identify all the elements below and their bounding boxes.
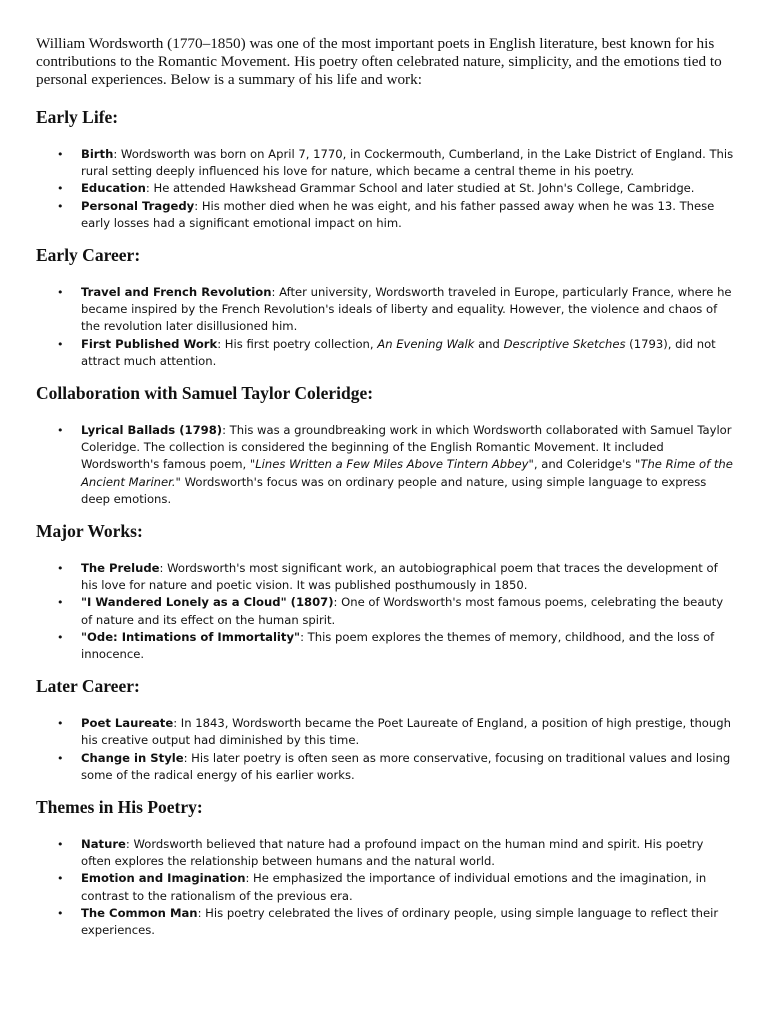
work-title: "Lines Written a Few Miles Above Tintern Abbey" xyxy=(249,457,534,472)
bullet-icon: • xyxy=(57,872,64,886)
list-item xyxy=(57,750,736,784)
item-text: : This was a groundbreaking work in which Wordsworth collaborated with Samuel Taylor Coleridge. The collection is considered the beginning of the English Romantic Movement. It included Wordsworth's famous poem, xyxy=(81,423,732,472)
list-early-life xyxy=(36,146,736,232)
bullet-icon: • xyxy=(57,596,64,610)
section-heading-major-works: Major Works: xyxy=(36,521,143,542)
item-text: : He emphasized the importance of individual emotions and the imagination, in contrast to the rationalism of the previous era. xyxy=(81,871,707,903)
list-collaboration xyxy=(36,422,736,508)
section-heading-collaboration: Collaboration with Samuel Taylor Coleridge: xyxy=(36,383,374,404)
list-item xyxy=(57,594,736,628)
bullet-icon: • xyxy=(57,148,64,161)
section-heading-early-career: Early Career: xyxy=(36,245,141,266)
list-item xyxy=(57,198,736,232)
work-title: An Evening Walk xyxy=(377,336,475,351)
item-text: : His later poetry is often seen as more conservative, focusing on traditional values and losing some of the radical energy of his earlier works. xyxy=(81,750,731,782)
item-text: : After university, Wordsworth traveled in Europe, particularly France, where he became inspired by the French Revolution's ideals of liberty and equality. However, the violence and chaos of the revolution later disillusioned him. xyxy=(81,285,732,334)
item-term: The Common Man xyxy=(81,905,198,920)
item-text: Wordsworth's focus was on ordinary people and nature, using simple language to express deep emotions. xyxy=(81,474,707,506)
list-item xyxy=(57,146,736,180)
list-item xyxy=(57,905,736,939)
intro-paragraph: William Wordsworth (1770–1850) was one of the most important poets in English literature, best known for his contributions to the Romantic Movement. His poetry often celebrated nature, simplicity, and the emotions tied to personal experiences. Below is a summary of his life and work: xyxy=(36,35,722,88)
item-term: "I Wandered Lonely as a Cloud" (1807) xyxy=(81,595,334,610)
bullet-icon: • xyxy=(57,562,64,576)
item-text: : In 1843, Wordsworth became the Poet Laureate of England, a position of high prestige, though his creative output had diminished by this time. xyxy=(81,716,731,748)
item-text: : His mother died when he was eight, and his father passed away when he was 13. These early losses had a significant emotional impact on him. xyxy=(81,198,715,230)
bullet-icon: • xyxy=(57,906,64,920)
bullet-icon: • xyxy=(57,751,64,765)
item-text: , and Coleridge's xyxy=(533,457,636,472)
list-early-career xyxy=(36,284,736,370)
list-item xyxy=(57,870,736,904)
list-item xyxy=(57,336,736,370)
item-term: Travel and French Revolution xyxy=(81,285,272,300)
bullet-icon: • xyxy=(57,337,64,351)
item-text: : His first poetry collection, xyxy=(217,336,378,351)
item-term: Emotion and Imagination xyxy=(81,871,246,886)
section-heading-later-career: Later Career: xyxy=(36,676,140,697)
list-item xyxy=(57,560,736,594)
item-term: Lyrical Ballads (1798) xyxy=(81,423,223,438)
bullet-icon: • xyxy=(57,182,64,196)
bullet-icon: • xyxy=(57,717,64,731)
item-term: Nature xyxy=(81,837,126,852)
list-item xyxy=(57,715,736,749)
item-text: : Wordsworth believed that nature had a profound impact on the human mind and spirit. His poetry often explores the relationship between humans and the natural world. xyxy=(81,837,704,869)
section-heading-themes: Themes in His Poetry: xyxy=(36,797,203,818)
bullet-icon: • xyxy=(57,199,64,213)
item-text: and xyxy=(474,336,504,351)
bullet-icon: • xyxy=(57,286,64,300)
section-heading-early-life: Early Life: xyxy=(36,107,119,127)
item-text: : This poem explores the themes of memory, childhood, and the loss of innocence. xyxy=(81,629,715,662)
bullet-icon: • xyxy=(57,838,64,852)
item-text: : His poetry celebrated the lives of ordinary people, using simple language to reflect their experiences. xyxy=(81,905,719,938)
list-item xyxy=(57,284,736,336)
list-later-career xyxy=(36,715,736,784)
list-major-works xyxy=(36,560,736,663)
list-item xyxy=(57,422,736,508)
list-item xyxy=(57,629,736,663)
item-text: (1793), did not attract much attention. xyxy=(81,336,716,368)
item-term: The Prelude xyxy=(81,561,160,576)
item-text: : Wordsworth's most significant work, an autobiographical poem that traces the development of his love for nature and poetic vision. It was published posthumously in 1850. xyxy=(81,561,718,593)
item-term: Personal Tragedy xyxy=(81,198,195,213)
document-page xyxy=(36,35,736,951)
item-text: : One of Wordsworth's most famous poems, celebrating the beauty of nature and its effect on the human spirit. xyxy=(81,595,724,627)
item-text: : Wordsworth was born on April 7, 1770, in Cockermouth, Cumberland, in the Lake District of England. This rural setting deeply influenced his love for nature, which became a central theme in his poetry. xyxy=(81,147,734,179)
work-title: "The Rime of the Ancient Mariner." xyxy=(81,457,733,489)
item-term: Poet Laureate xyxy=(81,716,174,731)
work-title: Descriptive Sketches xyxy=(503,336,626,351)
item-text: : He attended Hawkshead Grammar School and later studied at St. John's College, Cambridge. xyxy=(145,181,695,196)
list-item xyxy=(57,180,736,197)
list-themes xyxy=(36,836,736,939)
item-term: First Published Work xyxy=(81,336,218,351)
item-term: "Ode: Intimations of Immortality" xyxy=(81,629,301,644)
bullet-icon: • xyxy=(57,424,64,438)
item-term: Change in Style xyxy=(81,750,184,765)
bullet-icon: • xyxy=(57,630,64,644)
list-item xyxy=(57,836,736,870)
item-term: Education xyxy=(81,181,146,196)
item-term: Birth xyxy=(81,147,114,161)
